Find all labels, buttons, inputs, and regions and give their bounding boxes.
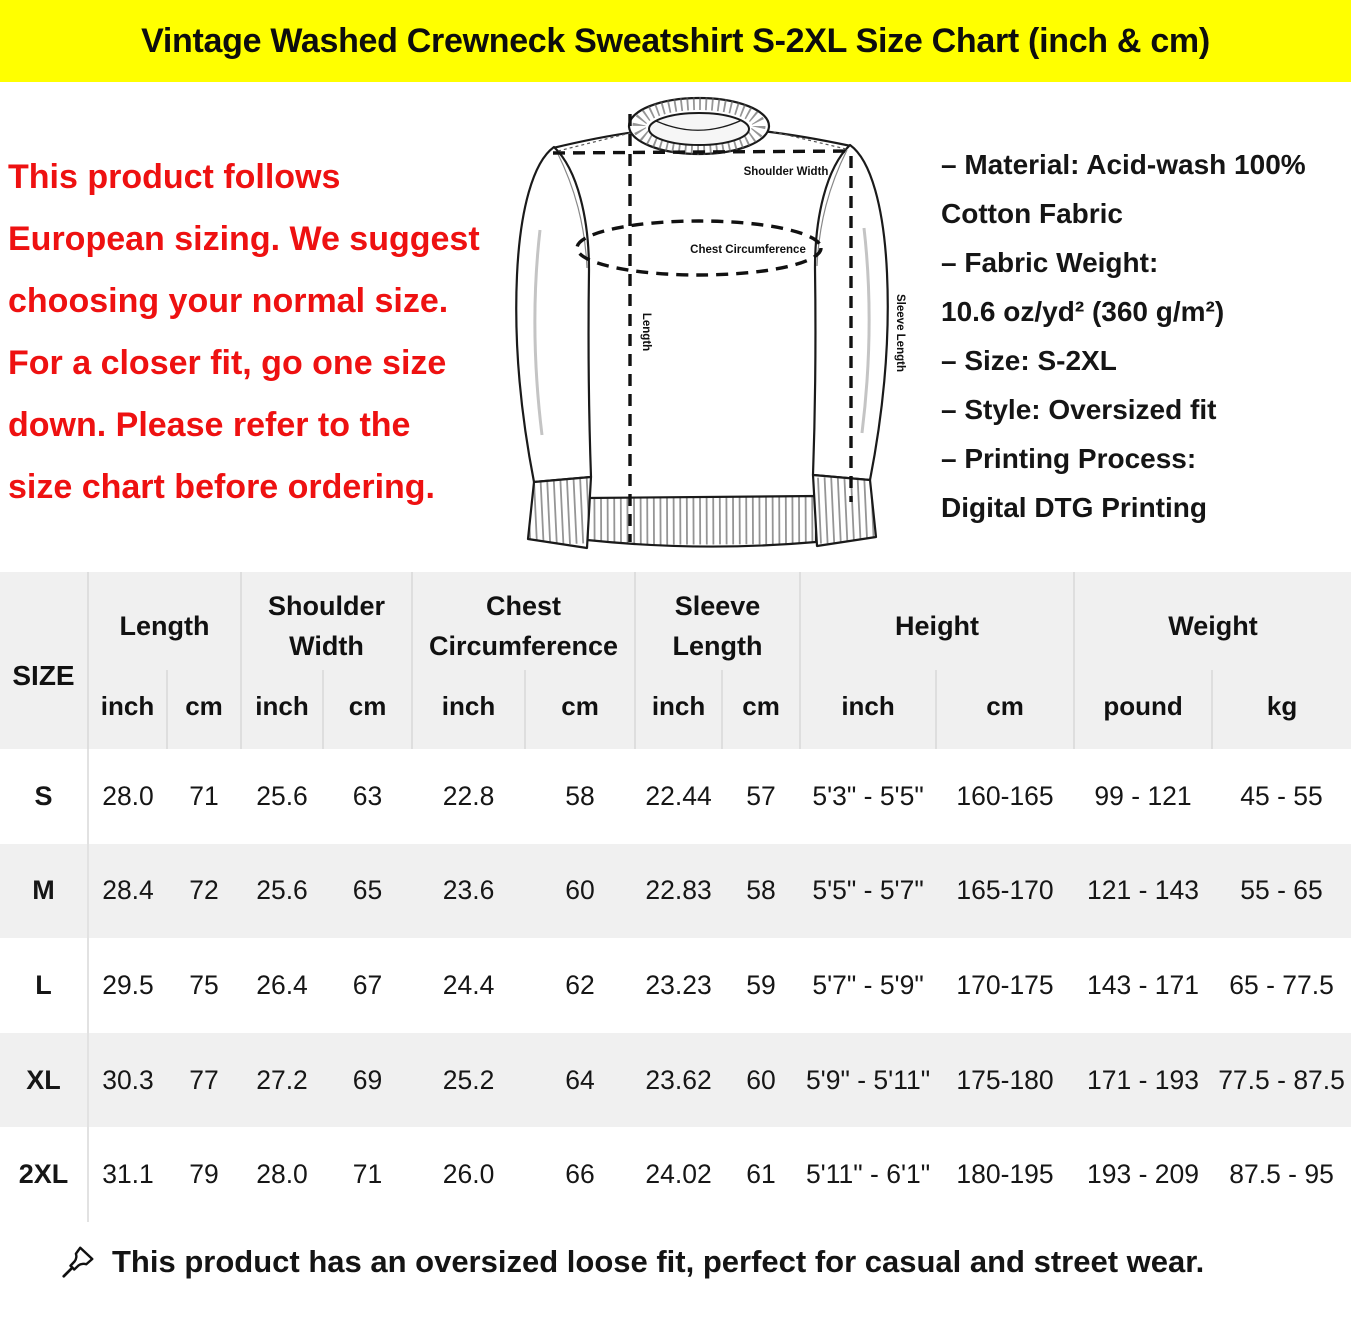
table-cell: 71 (189, 780, 219, 811)
header-unit: inch (800, 670, 936, 749)
table-cell: 72 (189, 875, 219, 906)
table-cell: 79 (189, 1159, 219, 1190)
table-cell: 61 (746, 1159, 776, 1190)
table-cell: 75 (189, 969, 219, 1000)
table-cell: 77 (189, 1064, 219, 1095)
header-unit: cm (936, 670, 1074, 749)
sizing-note-line: choosing your normal size. (8, 282, 449, 320)
table-cell: 5'9" - 5'11" (805, 1064, 931, 1095)
table-cell: 160-165 (956, 780, 1054, 811)
table-cell: 59 (746, 969, 776, 1000)
header-group-weight: Weight (1074, 572, 1351, 670)
table-cell: 55 - 65 (1240, 875, 1323, 906)
cell-size: XL (0, 1033, 88, 1128)
header-unit: kg (1212, 670, 1351, 749)
detail-line: – Size: S-2XL (941, 345, 1117, 376)
label-length: Length (640, 312, 652, 352)
table-cell: 71 (352, 1159, 383, 1190)
header-unit: inch (241, 670, 323, 749)
header-size: SIZE (0, 572, 88, 749)
label-shoulder-width: Shoulder Width (743, 166, 829, 178)
table-cell: 5'5" - 5'7" (812, 875, 924, 906)
table-cell: 26.0 (442, 1159, 495, 1190)
table-cell: 24.02 (645, 1159, 712, 1190)
table-cell: 5'11" - 6'1" (805, 1159, 931, 1190)
table-cell: 99 - 121 (1094, 780, 1192, 811)
detail-line: – Material: Acid-wash 100% (941, 149, 1306, 180)
table-cell: 28.0 (102, 780, 154, 811)
table-row-m (0, 844, 1351, 939)
table-cell: 175-180 (956, 1064, 1054, 1095)
header-unit: inch (412, 670, 525, 749)
sweatshirt-diagram (490, 90, 930, 568)
table-cell: 5'7" - 5'9" (812, 969, 924, 1000)
table-cell: 60 (746, 1064, 776, 1095)
product-details (941, 140, 1346, 532)
detail-line: – Style: Oversized fit (941, 394, 1217, 425)
sizing-note-line: For a closer fit, go one size (8, 344, 447, 382)
table-cell: 22.8 (442, 780, 495, 811)
table-cell: 25.6 (256, 780, 308, 811)
table-cell: 29.5 (102, 969, 154, 1000)
table-cell: 67 (352, 969, 383, 1000)
title-banner (0, 0, 1351, 82)
footer-note (60, 1232, 1330, 1292)
table-cell: 165-170 (956, 875, 1054, 906)
footer-note-text: This product has an oversized loose fit, perfect for casual and street wear. (112, 1244, 1205, 1279)
table-cell: 77.5 - 87.5 (1218, 1064, 1345, 1095)
detail-line: Cotton Fabric (941, 198, 1123, 229)
size-chart-table (0, 572, 1351, 1222)
table-cell: 23.6 (442, 875, 495, 906)
header-unit: inch (88, 670, 167, 749)
cell-size: M (0, 844, 88, 939)
table-cell: 5'3" - 5'5" (812, 780, 924, 811)
header-group-height: Height (800, 572, 1074, 670)
table-cell: 69 (352, 1064, 383, 1095)
table-cell: 64 (565, 1064, 595, 1095)
header-unit: inch (635, 670, 722, 749)
table-cell: 22.83 (645, 875, 712, 906)
table-cell: 25.6 (256, 875, 308, 906)
cell-size: S (0, 749, 88, 844)
detail-line: – Fabric Weight: (941, 247, 1159, 278)
table-cell: 22.44 (645, 780, 712, 811)
header-unit: cm (167, 670, 241, 749)
detail-line: Digital DTG Printing (941, 492, 1207, 523)
cell-size: 2XL (0, 1127, 88, 1222)
table-cell: 28.0 (256, 1159, 308, 1190)
detail-line: 10.6 oz/yd² (360 g/m²) (941, 296, 1225, 327)
table-cell: 143 - 171 (1087, 969, 1200, 1000)
label-sleeve-length: Sleeve Length (894, 294, 906, 372)
table-cell: 25.2 (442, 1064, 495, 1095)
header-group-sleeve-length: Sleeve Length (635, 572, 800, 670)
table-cell: 27.2 (256, 1064, 308, 1095)
cell-size: L (0, 938, 88, 1033)
table-row-2xl (0, 1127, 1351, 1222)
table-row-s (0, 749, 1351, 844)
table-row-l (0, 938, 1351, 1033)
sizing-note-line: This product follows (8, 158, 341, 196)
table-cell: 60 (565, 875, 595, 906)
table-cell: 193 - 209 (1087, 1159, 1200, 1190)
page-title: Vintage Washed Crewneck Sweatshirt S-2XL Size Chart (inch & cm) (141, 21, 1210, 60)
table-cell: 180-195 (956, 1159, 1054, 1190)
table-cell: 23.23 (645, 969, 712, 1000)
table-cell: 24.4 (442, 969, 495, 1000)
table-cell: 171 - 193 (1087, 1064, 1200, 1095)
table-cell: 65 (352, 875, 383, 906)
sizing-note-line: size chart before ordering. (8, 468, 435, 506)
header-group-chest-circumference: Chest Circumference (412, 572, 635, 670)
table-cell: 28.4 (102, 875, 154, 906)
header-unit: cm (722, 670, 800, 749)
sizing-note-line: European sizing. We suggest (8, 220, 480, 258)
sizing-note (8, 146, 520, 518)
table-cell: 26.4 (256, 969, 308, 1000)
header-group-length: Length (88, 572, 241, 670)
table-cell: 57 (746, 780, 776, 811)
table-cell: 62 (565, 969, 595, 1000)
table-cell: 87.5 - 95 (1229, 1159, 1334, 1190)
table-cell: 170-175 (956, 969, 1054, 1000)
table-cell: 58 (565, 780, 595, 811)
table-cell: 30.3 (102, 1064, 154, 1095)
table-cell: 63 (352, 780, 383, 811)
header-unit: pound (1074, 670, 1212, 749)
pushpin-icon (60, 1244, 96, 1280)
header-unit: cm (323, 670, 412, 749)
table-cell: 66 (565, 1159, 595, 1190)
detail-line: – Printing Process: (941, 443, 1197, 474)
table-row-xl (0, 1033, 1351, 1128)
table-cell: 23.62 (645, 1064, 712, 1095)
header-group-shoulder-width: Shoulder Width (241, 572, 412, 670)
table-cell: 31.1 (102, 1159, 154, 1190)
table-cell: 58 (746, 875, 776, 906)
header-unit: cm (525, 670, 635, 749)
table-cell: 65 - 77.5 (1229, 969, 1334, 1000)
label-chest-circumference: Chest Circumference (690, 244, 806, 256)
sizing-note-line: down. Please refer to the (8, 406, 411, 444)
table-cell: 45 - 55 (1240, 780, 1323, 811)
table-cell: 121 - 143 (1087, 875, 1200, 906)
